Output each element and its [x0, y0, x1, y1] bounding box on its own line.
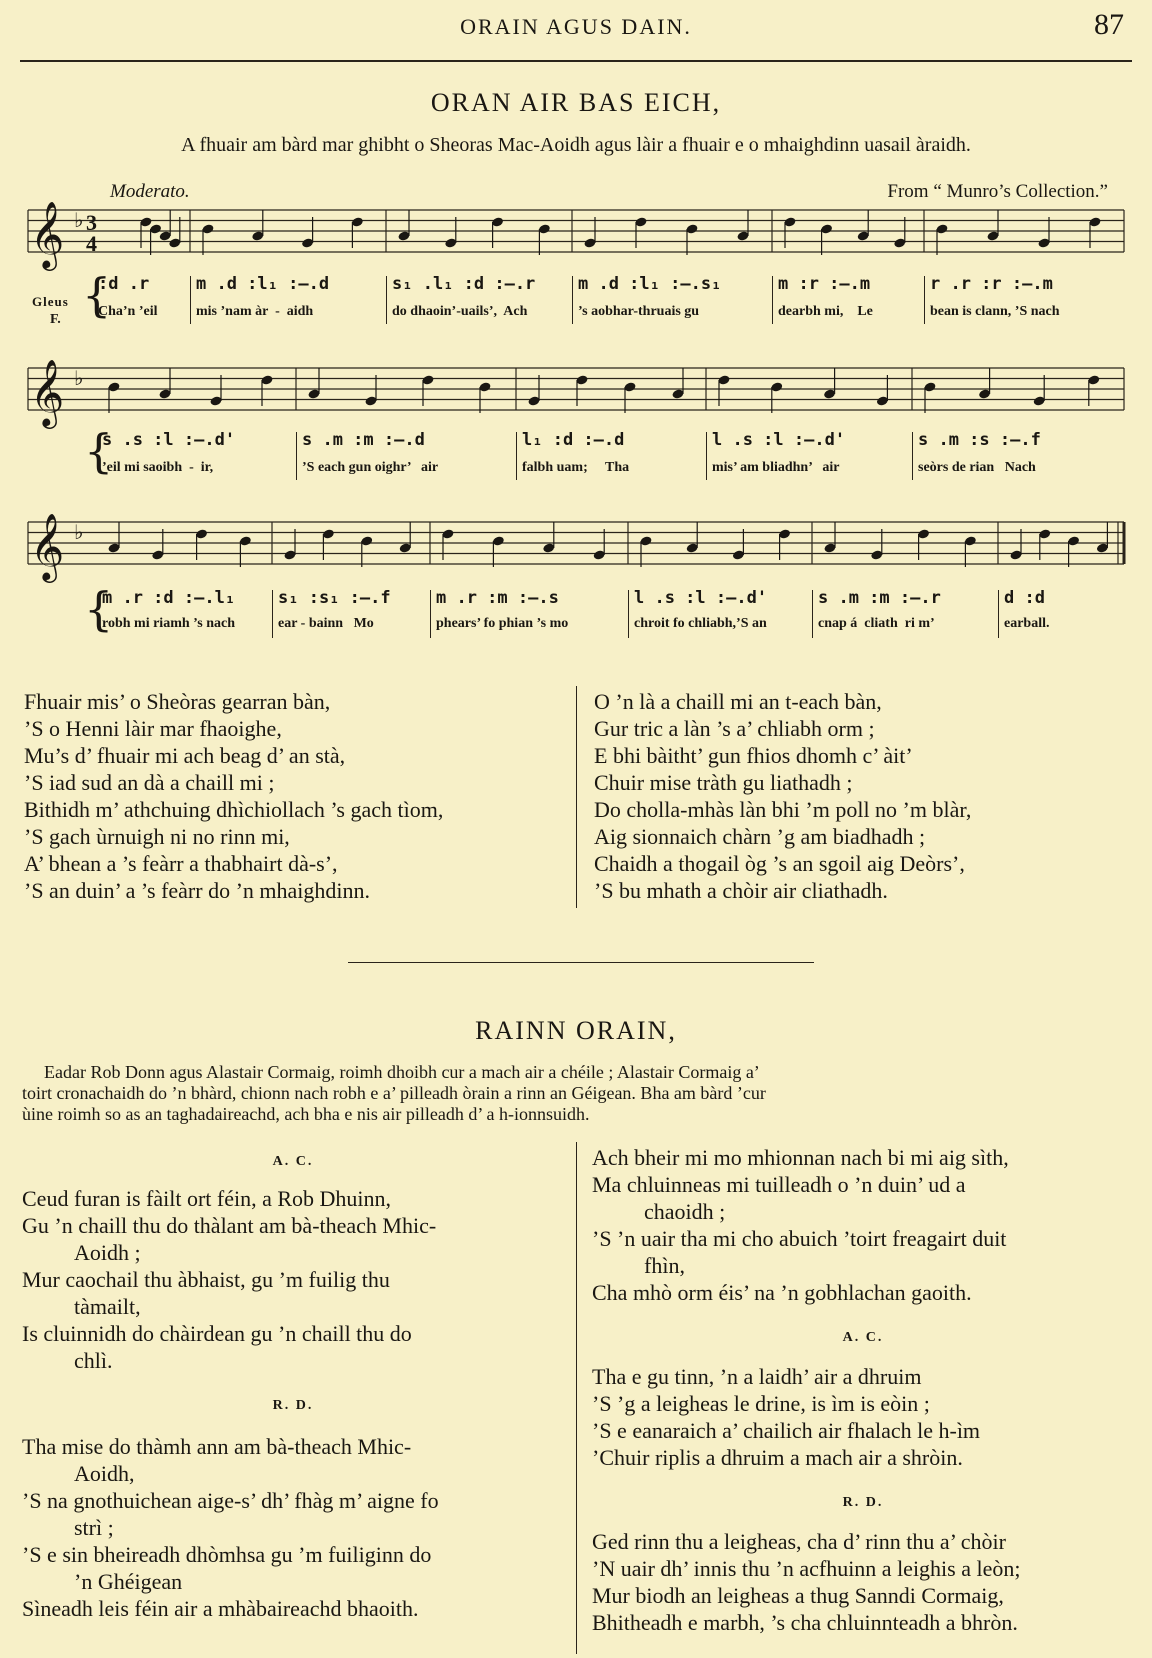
solfa-measure: s .s :l :–.d' — [102, 430, 236, 450]
verse-line: ’S o Henni làir mar fhaoighe, — [24, 716, 282, 741]
solfa-measure: m .r :d :–.l₁ — [102, 588, 236, 608]
verse-line: ’S na gnothuichean aige-s’ dh’ fhàg m’ aigne fo — [22, 1488, 439, 1513]
solfa-barline — [772, 276, 773, 324]
key-letter: F. — [50, 312, 61, 327]
song2-title: RAINN ORAIN, — [475, 1016, 677, 1045]
verse-line: Gur tric a làn ’s a’ chliabh orm ; — [594, 716, 875, 741]
verse-line: ’Chuir riplis a dhruim a mach air a shròin. — [592, 1445, 963, 1470]
column-divider — [576, 686, 577, 908]
solfa-measure: l₁ :d :–.d — [522, 430, 625, 450]
verse-line: Do cholla-mhàs làn bhi ’m poll no ’m blàr, — [594, 797, 972, 822]
solfa-barline — [386, 276, 387, 324]
staff-system — [0, 200, 1152, 280]
solfa-barline — [430, 590, 431, 638]
verse-line: Mur caochail thu àbhaist, gu ’m fuilig thu — [22, 1267, 390, 1292]
verse-line: Gu ’n chaill thu do thàlant am bà-theach Mhic- — [22, 1213, 437, 1238]
solfa-measure: s .m :m :–.r — [818, 588, 941, 608]
verse-line: Bithidh m’ athchuing dhìchiollach ’s gach tìom, — [24, 797, 444, 822]
speaker-label: R. D. — [842, 1495, 884, 1510]
song2-right-column — [592, 1144, 1134, 1636]
verse-line-cont: Aoidh ; — [74, 1240, 141, 1265]
solfa-barline — [912, 432, 913, 480]
lyric-measure: ’S each gun oighr’ air — [302, 460, 439, 475]
key-label: Gleus — [32, 294, 69, 309]
lyric-measure: phears’ fo phian ’s mo — [436, 616, 569, 631]
verse-line: Ma chluinneas mi tuilleadh o ’n duin’ ud a — [592, 1172, 966, 1197]
verse-line-cont: chlì. — [74, 1348, 113, 1373]
verse-line: Chuir mise tràth gu liathadh ; — [594, 770, 853, 795]
solfa-measure: l .s :l :–.d' — [712, 430, 846, 450]
lyric-measure: mis ’nam àr - aidh — [196, 304, 314, 319]
verse-line-cont: tàmailt, — [74, 1294, 141, 1319]
verse-line: Tha e gu tinn, ’n a laidh’ air a dhruim — [592, 1364, 922, 1389]
treble-clef: 𝄞 — [30, 358, 65, 426]
song2-left-column — [22, 1144, 564, 1622]
verse-right — [594, 688, 1134, 904]
verse-line: Cha mhò orm éis’ na ’n gobhlachan gaoith. — [592, 1280, 972, 1305]
system-brace: { — [82, 268, 112, 322]
treble-clef: 𝄞 — [30, 200, 65, 268]
solfa-measure: s₁ :s₁ :–.f — [278, 588, 391, 608]
verse-line: Aig sionnaich chàrn ’g am biadhadh ; — [594, 824, 926, 849]
verse-line: ’S e sin bheireadh dhòmhsa gu ’m fuiliginn do — [22, 1542, 432, 1567]
key-signature-flat: ♭ — [74, 520, 84, 544]
lyric-measure: falbh uam; Tha — [522, 460, 630, 475]
verse-line: Is cluinnidh do chàirdean gu ’n chaill thu do — [22, 1321, 412, 1346]
verse-line: Mu’s d’ fhuair mi ach beag d’ an stà, — [24, 743, 346, 768]
solfa-measure: d :d — [1004, 588, 1045, 608]
verse-line-cont: chaoidh ; — [644, 1199, 726, 1224]
solfa-barline — [628, 590, 629, 638]
solfa-measure: s₁ .l₁ :d :–.r — [392, 274, 536, 294]
key-signature-flat: ♭ — [74, 366, 84, 390]
verse-line: Ceud furan is fàilt ort féin, a Rob Dhuinn, — [22, 1186, 392, 1211]
lyric-measure: seòrs de rian Nach — [918, 460, 1036, 475]
solfa-measure: s .m :m :–.d — [302, 430, 425, 450]
solfa-measure: l .s :l :–.d' — [634, 588, 768, 608]
verse-line: Mur biodh an leigheas a thug Sanndi Cormaig, — [592, 1583, 1004, 1608]
verse-line: ’N uair dh’ innis thu ’n acfhuinn a leighis a leòn; — [592, 1556, 1021, 1581]
verse-line: ’S ’g a leigheas le drine, is ìm is eòin ; — [592, 1391, 930, 1416]
running-head: ORAIN AGUS DAIN. — [460, 14, 692, 39]
lyric-measure: ’eil mi saoibh - ir, — [102, 460, 214, 475]
verse-line: Fhuair mis’ o Sheòras gearran bàn, — [24, 689, 331, 714]
solfa-measure: :d .r — [98, 274, 150, 294]
solfa-barline — [296, 432, 297, 480]
lyric-measure: cnap á cliath ri m’ — [818, 616, 935, 631]
solfa-measure: m .r :m :–.s — [436, 588, 559, 608]
solfa-measure: m .d :l₁ :–.d — [196, 274, 330, 294]
song1-subtitle: A fhuair am bàrd mar ghibht o Sheoras Mac-Aoidh agus làir a fhuair e o mhaighdinn uasail àraidh. — [181, 134, 971, 156]
verse-line: ’S gach ùrnuigh ni no rinn mi, — [24, 824, 290, 849]
verse-line-cont: ’n Ghéigean — [74, 1569, 183, 1594]
source-note: From “ Munro’s Collection.” — [887, 181, 1108, 202]
solfa-barline — [998, 590, 999, 638]
lyric-measure: robh mi riamh ’s nach — [102, 616, 236, 631]
staff-system — [0, 512, 1152, 592]
lyric-measure: ear - bainn Mo — [278, 616, 374, 631]
lyric-measure: ’s aobhar-thruais gu — [578, 304, 700, 319]
key-signature-flat: ♭ — [74, 208, 84, 232]
verse-line: Ach bheir mi mo mhionnan nach bi mi aig sìth, — [592, 1145, 1009, 1170]
verse-line-cont: Aoidh, — [74, 1461, 135, 1486]
verse-line: Tha mise do thàmh ann am bà-theach Mhic- — [22, 1434, 412, 1459]
song2-intro — [22, 1062, 1132, 1125]
verse-line: Ged rinn thu a leigheas, cha d’ rinn thu a’ chòir — [592, 1529, 1006, 1554]
intro-line: Eadar Rob Donn agus Alastair Cormaig, roimh dhoibh cur a mach air a chéile ; Alastair Cormaig a’ — [44, 1062, 760, 1082]
verse-line: ’S ’n uair tha mi cho abuich ’toirt freagairt duit — [592, 1226, 1007, 1251]
system-brace: { — [84, 582, 114, 636]
verse-line: ’S an duin’ a ’s feàrr do ’n mhaighdinn. — [24, 878, 371, 903]
intro-line: ùine roimh so as an taghadaireachd, ach bha e nis air pilleadh d’ a h-ionnsuidh. — [22, 1104, 590, 1124]
section-divider — [348, 962, 814, 963]
verse-left — [24, 688, 564, 904]
verse-line-cont: fhìn, — [644, 1253, 685, 1278]
verse-line: E bhi bàitht’ gun fhios dhomh c’ àit’ — [594, 743, 913, 768]
treble-clef: 𝄞 — [30, 512, 65, 580]
solfa-barline — [190, 276, 191, 324]
verse-line: ’S e eanaraich a’ chailich air fhalach le h-ìm — [592, 1418, 981, 1443]
verse-line: Chaidh a thogail òg ’s an sgoil aig Deòrs’, — [594, 851, 965, 876]
solfa-measure: s .m :s :–.f — [918, 430, 1041, 450]
lyric-measure: dearbh mi, Le — [778, 304, 873, 319]
solfa-barline — [706, 432, 707, 480]
lyric-measure: chroit fo chliabh,’S an — [634, 616, 767, 631]
lyric-measure: do dhaoin’-uails’, Ach — [392, 304, 528, 319]
verse-line: Sìneadh leis féin air a mhàbaireachd bhaoith. — [22, 1596, 419, 1621]
solfa-barline — [272, 590, 273, 638]
page-number: 87 — [1094, 8, 1124, 41]
lyric-measure: earball. — [1004, 616, 1050, 631]
column-divider — [576, 1142, 577, 1654]
song1-title: ORAN AIR BAS EICH, — [430, 88, 722, 117]
lyric-measure: bean is clann, ’S nach — [930, 304, 1060, 319]
verse-line: O ’n là a chaill mi an t-each bàn, — [594, 689, 882, 714]
solfa-barline — [924, 276, 925, 324]
time-signature-top: 3 — [86, 210, 97, 235]
time-signature-bottom: 4 — [86, 231, 97, 256]
solfa-barline — [812, 590, 813, 638]
verse-line: ’S iad sud an dà a chaill mi ; — [24, 770, 275, 795]
verse-line-cont: strì ; — [74, 1515, 114, 1540]
solfa-barline — [516, 432, 517, 480]
verse-line: Bhitheadh e marbh, ’s cha chluinnteadh a bhròn. — [592, 1610, 1018, 1635]
solfa-measure: r .r :r :–.m — [930, 274, 1053, 294]
solfa-measure: m :r :–.m — [778, 274, 871, 294]
header-rule — [20, 60, 1132, 62]
lyric-measure: Cha’n ’eil — [98, 304, 158, 319]
verse-line: A’ bhean a ’s feàrr a thabhairt dà-s’, — [24, 851, 338, 876]
solfa-barline — [572, 276, 573, 324]
intro-line: toirt cronachaidh do ’n bhàrd, chionn nach robh e a’ pilleadh òrain a rinn an Géigean. Bha am bàrd ’cur — [22, 1083, 766, 1103]
speaker-label: A. C. — [842, 1330, 884, 1345]
speaker-label: R. D. — [272, 1398, 314, 1413]
solfa-measure: m .d :l₁ :–.s₁ — [578, 274, 722, 294]
speaker-label: A. C. — [272, 1154, 314, 1169]
staff-system — [0, 358, 1152, 438]
system-brace: { — [84, 424, 114, 478]
verse-line: ’S bu mhath a chòir air cliathadh. — [594, 878, 888, 903]
lyric-measure: mis’ am bliadhn’ air — [712, 460, 840, 475]
tempo-marking: Moderato. — [110, 181, 190, 202]
